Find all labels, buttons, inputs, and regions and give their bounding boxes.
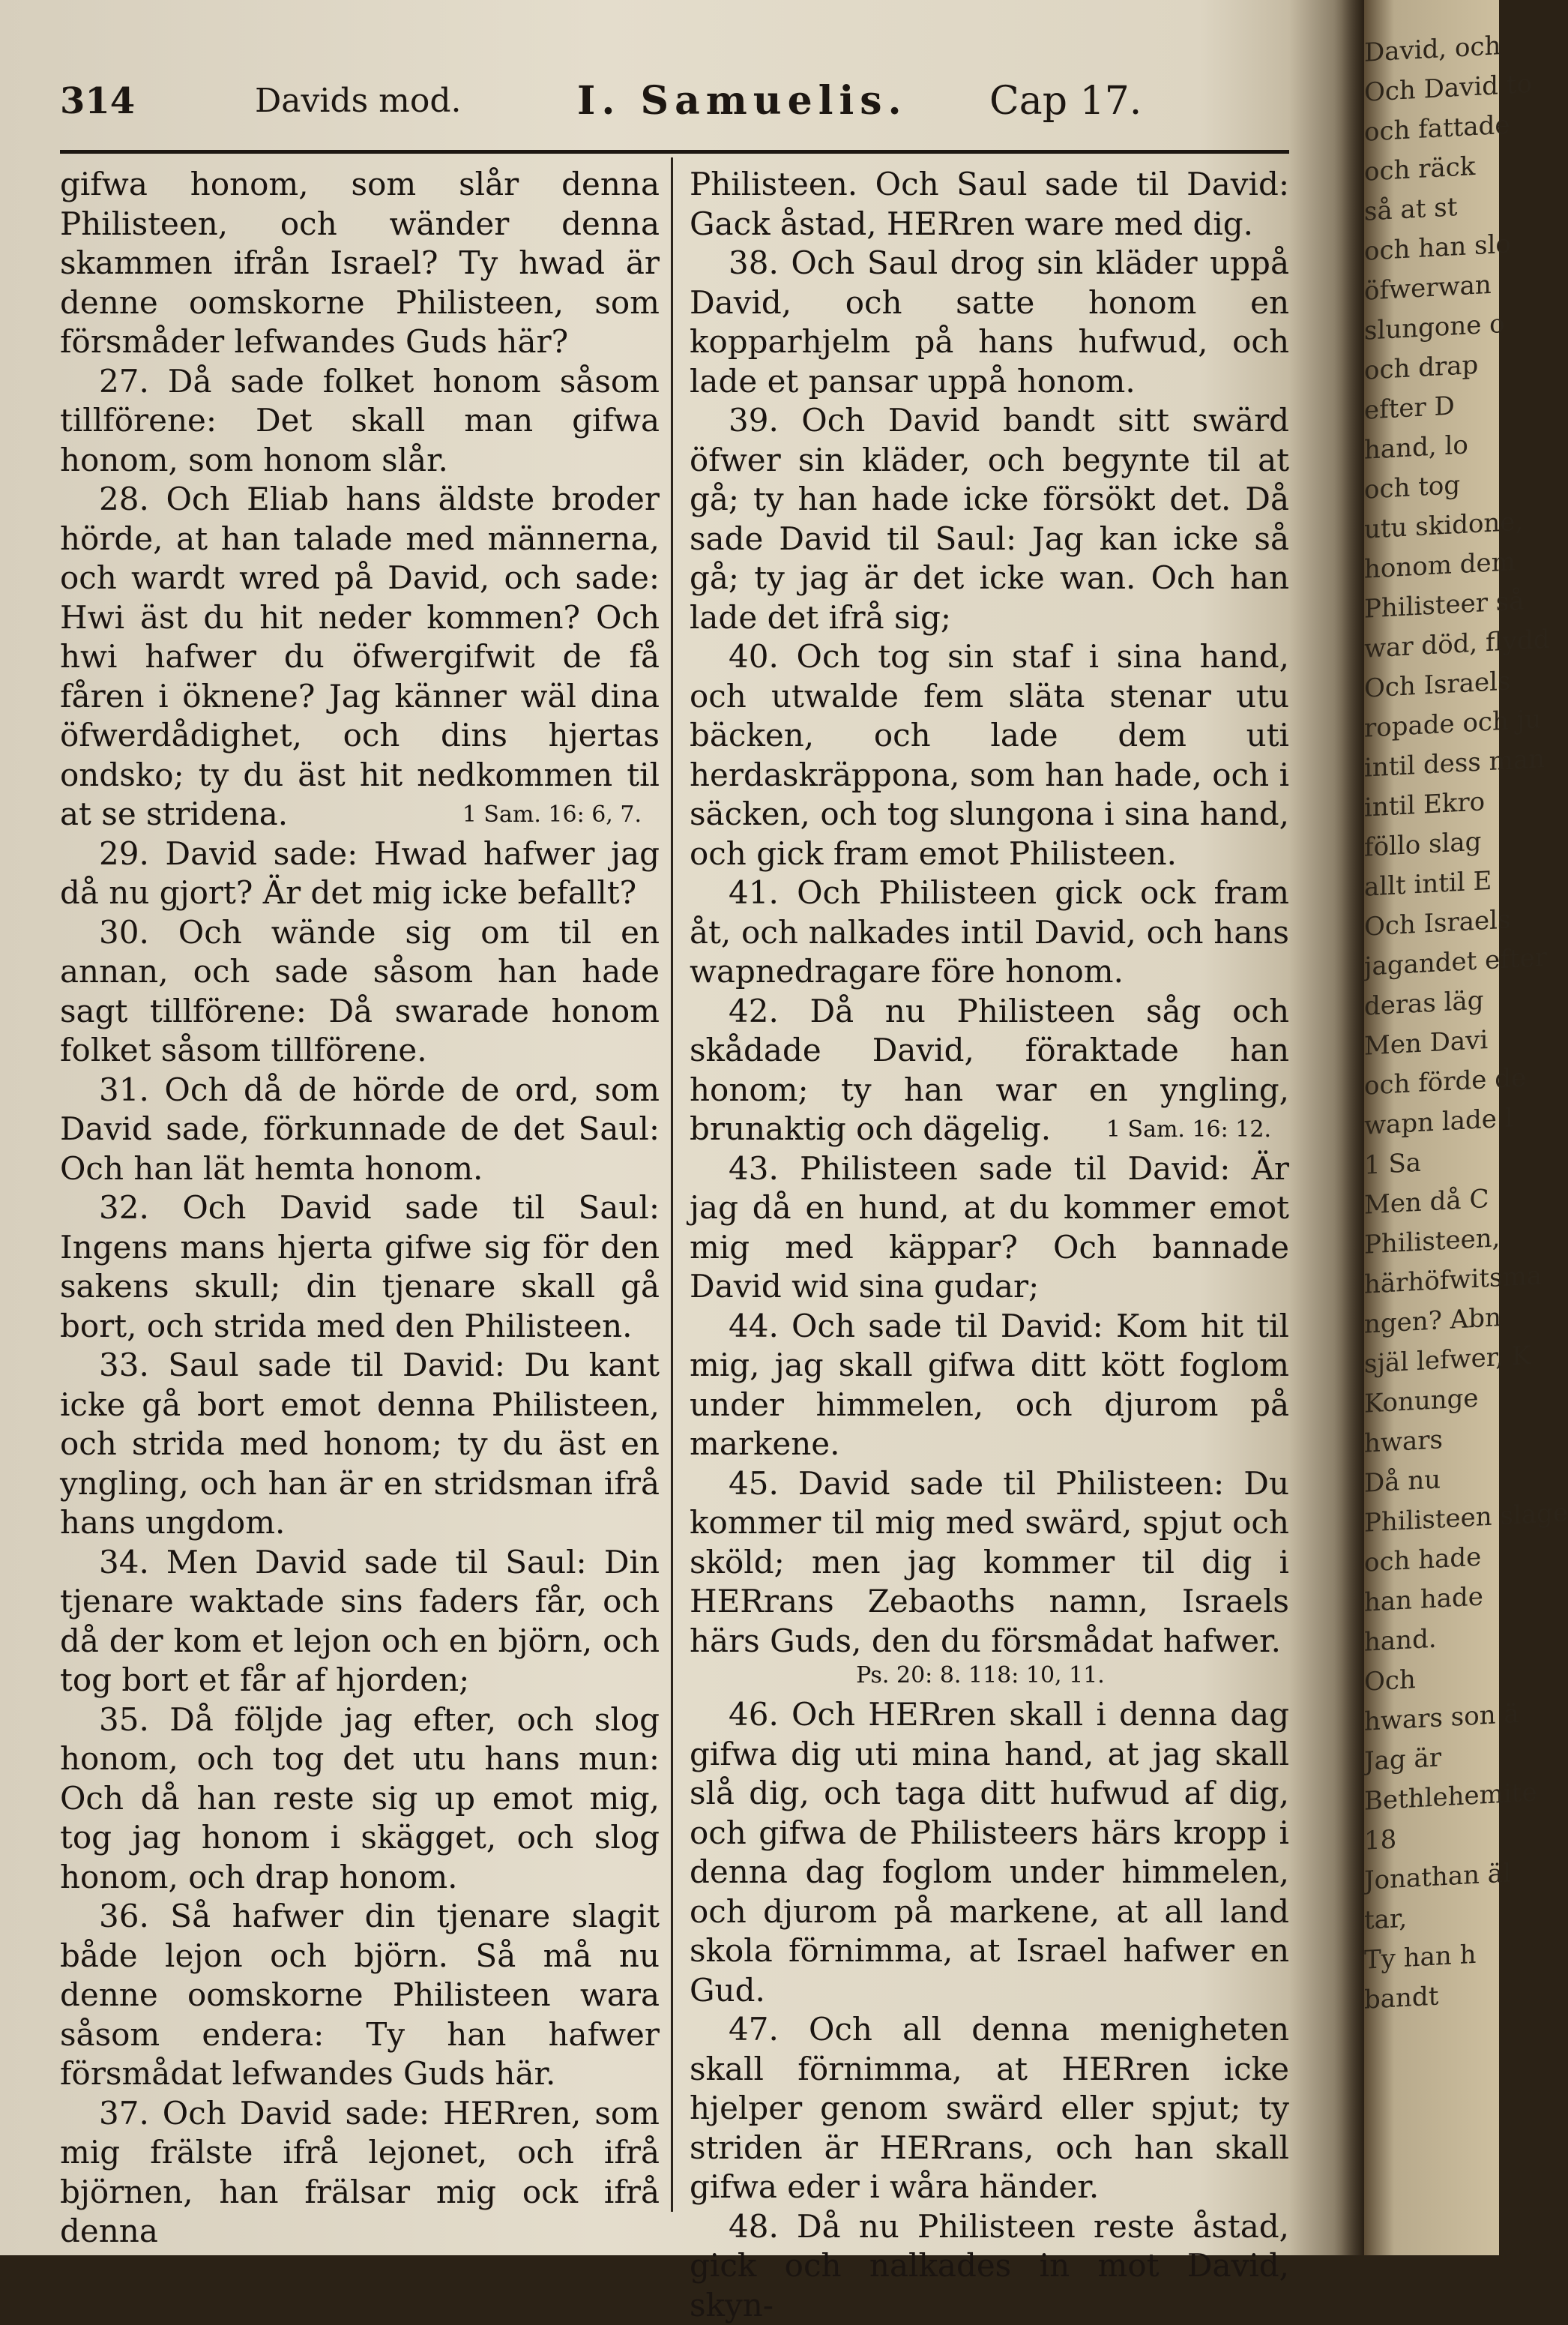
facing-page-fragment: och tog [1364, 463, 1499, 510]
facing-page-fragment: Men Davi [1364, 1020, 1499, 1066]
facing-page-fragment: intil dess man [1364, 742, 1499, 788]
facing-page-fragment: föllo slag [1364, 821, 1499, 867]
facing-page-fragment: så at st [1364, 185, 1499, 232]
verse-31: 31. Och då de hörde de ord, som David sade, förkunnade de det Saul: Och han lät hemta honom. [60, 1071, 660, 1189]
facing-page-fragment: intil Ekro [1364, 781, 1499, 828]
facing-page-fragment: Jag är [1364, 1735, 1499, 1781]
running-title: Davids mod. [255, 60, 462, 142]
facing-page-fragment: 1 Sa [1364, 1139, 1499, 1185]
facing-page-fragment: bandt [1364, 1973, 1499, 2020]
facing-page-fragment: hand. [1364, 1616, 1499, 1662]
verse-42: 42. Då nu Philisteen såg och skådade David, föraktade han honom; ty han war en yngling, brunaktig och dägelig. [690, 992, 1289, 1149]
facing-page-fragment: honom dem [1364, 543, 1499, 589]
facing-page-fragment: Då nu [1364, 1457, 1499, 1503]
facing-page-fragment: och hade [1364, 1536, 1499, 1583]
facing-page-fragment: ngen? Abn [1364, 1298, 1499, 1344]
facing-page-fragment: Philisteen, [1364, 1218, 1499, 1265]
column-divider [671, 157, 673, 2212]
verse-44: 44. Och sade til David: Kom hit til mig, jag skall gifwa ditt kött foglom under himmelen, och djurom på markene. [690, 1307, 1289, 1464]
verse-38: 38. Och Saul drog sin kläder uppå David, och satte honom en kopparhjelm på hans hufwud, och lade et pansar uppå honom. [690, 244, 1289, 401]
verse-29: 29. David sade: Hwad hafwer jag då nu gjort? Är det mig icke befallt? [60, 834, 660, 913]
verse-37-cont: Philisteen. Och Saul sade til David: Gack åstad, HERren ware med dig. [690, 165, 1289, 244]
facing-page-fragment: öfwerwan [1364, 265, 1499, 311]
facing-page-fragment: Philisteer så [1364, 583, 1499, 629]
facing-page-fragment: hand, lo [1364, 424, 1499, 470]
chapter-label: Cap 17. [989, 60, 1142, 142]
facing-page-fragment: Bethlehemite [1364, 1775, 1499, 1821]
facing-page-fragment: Och [1364, 1655, 1499, 1702]
facing-page-fragment: och räck [1364, 145, 1499, 192]
book-title: I. Samuelis. [577, 60, 908, 142]
facing-page-fragment: och drap [1364, 344, 1499, 391]
verse-36: 36. Så hafwer din tjenare slagit både lejon och björn. Så må nu denne oomskorne Philisteen wara såsom endera: Ty han hafwer försmådat lefwandes Guds här. [60, 1897, 660, 2094]
facing-page-fragment: wapn lade l [1364, 1099, 1499, 1146]
facing-page-fragment: jagandet efter [1364, 940, 1499, 987]
facing-page-fragment: han hade [1364, 1576, 1499, 1622]
facing-page-fragment: härhöfwitsma [1364, 1258, 1499, 1305]
verse-41: 41. Och Philisteen gick ock fram åt, och nalkades intil David, och hans wapnedragare före honom. [690, 873, 1289, 992]
verse-27: 27. Då sade folket honom såsom tillförene: Det skall man gifwa honom, som honom slår. [60, 362, 660, 481]
book-page [45, 45, 1289, 2219]
facing-page-fragment: tar, [1364, 1894, 1499, 1940]
facing-page-fragment: hwars son ä [1364, 1695, 1499, 1742]
verse-37: 37. Och David sade: HERren, som mig frälste ifrå lejonet, och ifrå björnen, han frälsar mig ock ifrå denna [60, 2094, 660, 2252]
verse-26-cont: gifwa honom, som slår denna Philisteen, och wänder denna skammen ifrån Israel? Ty hwad är denne oomskorne Philisteen, som försmåder lefwandes Guds här? [60, 165, 660, 362]
facing-page-fragment: Och Israels [1364, 900, 1499, 947]
verse-35: 35. Då följde jag efter, och slog honom, och tog det utu hans mun: Och då han reste sig up emot mig, tog jag honom i skägget, och slog honom, och drap honom. [60, 1700, 660, 1898]
verse-30: 30. Och wände sig om til en annan, och sade såsom han hade sagt tillförene: Då swarade honom folket såsom tillförene. [60, 913, 660, 1071]
left-column [60, 165, 660, 2212]
facing-page-fragment: David, och [1364, 26, 1499, 73]
running-header [60, 60, 1289, 142]
verse-32: 32. Och David sade til Saul: Ingens mans hjerta gifwe sig för den sakens skull; din tjenare skall gå bort, och strida med den Philisteen. [60, 1188, 660, 1346]
cross-reference: 1 Sam. 16: 6, 7. [60, 800, 660, 830]
facing-page-fragment: och han slo [1364, 225, 1499, 271]
facing-page-fragment: Konunge [1364, 1377, 1499, 1424]
verse-28: 28. Och Eliab hans äldste broder hörde, at han talade med männerna, och wardt wred på David, och sade: Hwi äst du hit neder kommen? Och hwi hafwer du öfwergifwit de få fåren i öknene? Jag känner wäl dina öfwerdådighet, och dins hjertas ondsko; ty du äst hit nedkommen til at se stridena. [60, 480, 660, 834]
facing-page-fragment: deras läg [1364, 980, 1499, 1026]
verse-34: 34. Men David sade til Saul: Din tjenare waktade sins faders får, och då der kom et lejon och en björn, och tog bort et får af hjorden; [60, 1543, 660, 1700]
right-column [690, 165, 1289, 2212]
cross-reference: 1 Sam. 16: 12. [690, 1115, 1289, 1145]
facing-page-fragment: slungone o [1364, 304, 1499, 351]
facing-page-fragment: war död, flydd [1364, 622, 1499, 669]
facing-page-fragment: Men då C [1364, 1179, 1499, 1225]
facing-page-fragment: Ty han h [1364, 1934, 1499, 1980]
facing-page-fragment: Och David to [1364, 66, 1499, 112]
facing-page-edge [1364, 26, 1499, 2252]
verse-45: 45. David sade til Philisteen: Du kommer til mig med swärd, spjut och sköld; men jag kommer til dig i HERrans Zebaoths namn, Israels härs Guds, den du försmådat hafwer. [690, 1464, 1289, 1661]
facing-page-fragment: Och Israels [1364, 662, 1499, 709]
verse-47: 47. Och all denna menigheten skall förnimma, at HERren icke hjelper genom swärd eller spjut; ty striden är HERrans, och han skall gifwa eder i wåra händer. [690, 2010, 1289, 2207]
verse-46: 46. Och HERren skall i denna dag gifwa dig uti mina hand, at jag skall slå dig, och taga ditt hufwud af dig, och gifwa de Philisteers härs kropp i denna dag foglom under himmelen, och djurom på markene, at all land skola förnimma, at Israel hafwer en Gud. [690, 1695, 1289, 2010]
facing-page-fragment: 18 [1364, 1814, 1499, 1861]
facing-page-fragment: ropade och ju [1364, 702, 1499, 748]
verse-40: 40. Och tog sin staf i sina hand, och utwalde fem släta stenar utu bäcken, och lade dem uti herdaskräppona, som han hade, och i säcken, och tog slungona i sina hand, och gick fram emot Philisteen. [690, 637, 1289, 873]
facing-page-fragment: hwars [1364, 1417, 1499, 1464]
verse-43: 43. Philisteen sade til David: Är jag då en hund, at du kommer emot mig med käppar? Och bannade David wid sina gudar; [690, 1149, 1289, 1307]
facing-page-fragment: och förde de [1364, 1059, 1499, 1106]
facing-page-fragment: utu skidone, [1364, 503, 1499, 550]
verse-39: 39. Och David bandt sitt swärd öfwer sin kläder, och begynte til at gå; ty han hade icke försökt det. Då sade David til Saul: Jag kan icke så gå; ty jag är det icke wan. Och han lade det ifrå sig; [690, 401, 1289, 637]
cross-reference: Ps. 20: 8. 118: 10, 11. [690, 1661, 1289, 1691]
page-number: 314 [60, 60, 135, 142]
facing-page-fragment: själ lefwer, K [1364, 1338, 1499, 1384]
facing-page-fragment: efter D [1364, 384, 1499, 430]
facing-page-fragment: Philisteen slage [1364, 1497, 1499, 1543]
facing-page-fragment: Jonathan äl [1364, 1854, 1499, 1901]
facing-page-fragment: allt intil E [1364, 861, 1499, 907]
verse-33: 33. Saul sade til David: Du kant icke gå bort emot denna Philisteen, och strida med honom; ty du äst en yngling, och han är en stridsman ifrå hans ungdom. [60, 1346, 660, 1543]
verse-48: 48. Då nu Philisteen reste åstad, gick och nalkades in mot David, skyn- [690, 2207, 1289, 2325]
gutter-shadow [1289, 0, 1364, 2255]
header-rule [60, 150, 1289, 154]
facing-page-fragment: och fattade [1364, 106, 1499, 152]
